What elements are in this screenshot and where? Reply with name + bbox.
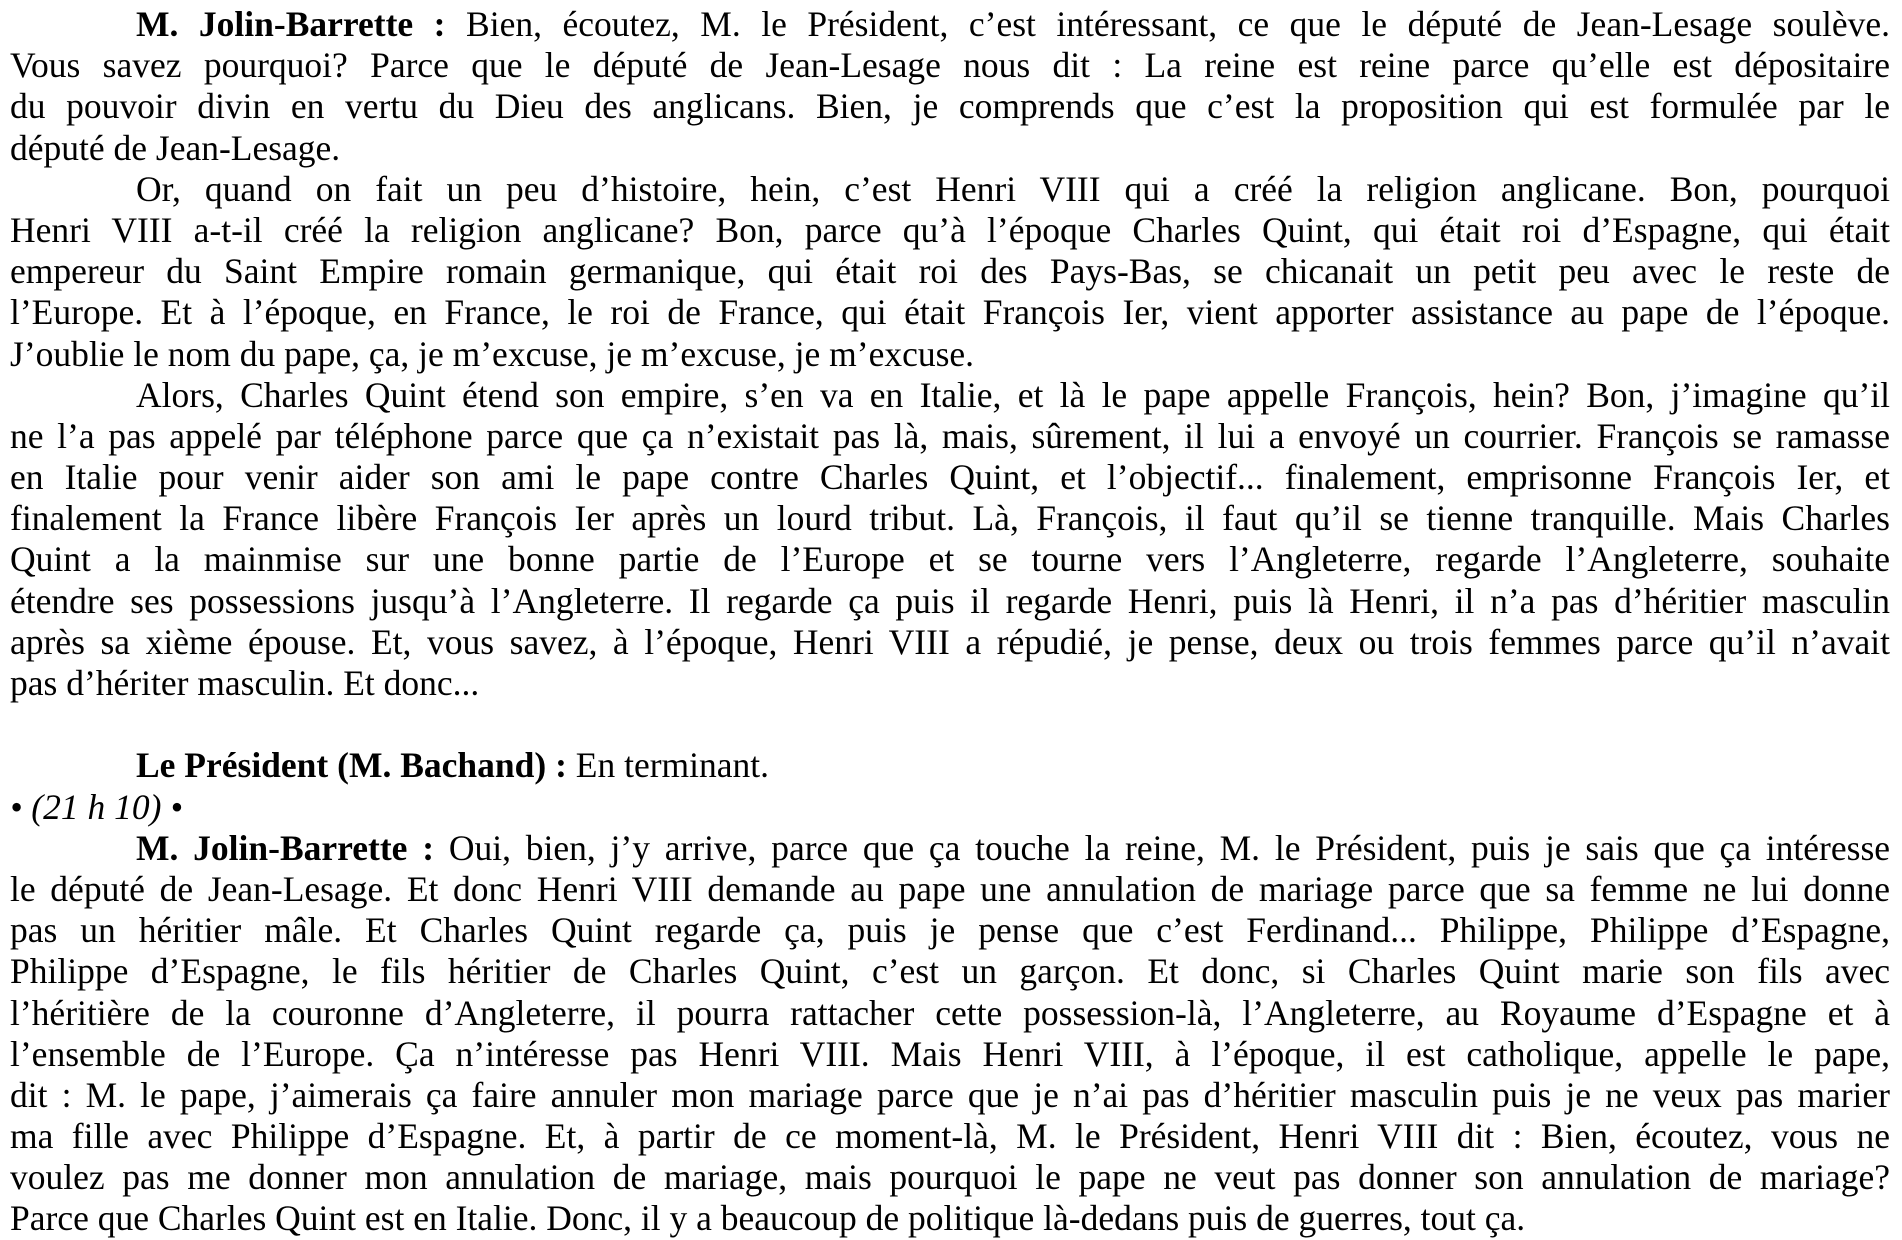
text-line: ne l’a pas appelé par téléphone parce que ça n’existait pas là, mais, sûrement, il lui a envoyé un courrier. François se ramasse [10, 415, 1890, 456]
text-line: J’oublie le nom du pape, ça, je m’excuse, je m’excuse, je m’excuse. [10, 333, 975, 374]
text-line: Henri VIII a-t-il créé la religion anglicane? Bon, parce qu’à l’époque Charles Quint, qui était roi d’Espagne, qui était [10, 209, 1890, 250]
text-line: Alors, Charles Quint étend son empire, s’en va en Italie, et là le pape appelle François, hein? Bon, j’imagine qu’il [136, 374, 1890, 415]
paragraph [10, 745, 1890, 786]
text-line: pas d’hériter masculin. Et donc... [10, 663, 480, 703]
text-line: empereur du Saint Empire romain germanique, qui était roi des Pays-Bas, se chicanait un petit peu avec le reste de [10, 251, 1890, 292]
text-line: étendre ses possessions jusqu’à l’Angleterre. Il regarde ça puis il regarde Henri, puis là Henri, il n’a pas d’héritier masculin [10, 580, 1890, 621]
text-line: pas un héritier mâle. Et Charles Quint regarde ça, puis je pense que c’est Ferdinand... Philippe, Philippe d’Espagne, [10, 910, 1890, 951]
text-line: M. Jolin-Barrette : Oui, bien, j’y arrive, parce que ça touche la reine, M. le Président, puis je sais que ça intéresse [136, 827, 1891, 868]
text-line: ma fille avec Philippe d’Espagne. Et, à partir de ce moment-là, M. le Président, Henri VIII dit : Bien, écoutez, vous ne [10, 1116, 1890, 1157]
speaker-name: Le Président (M. Bachand) : [136, 745, 567, 786]
text-line: finalement la France libère François Ier après un lourd tribut. Là, François, il faut qu’il se tienne tranquille. Mais Charles [10, 498, 1890, 539]
text-line: Parce que Charles Quint est en Italie. Donc, il y a beaucoup de politique là-dedans puis de guerres, tout ça. [10, 1198, 1526, 1239]
timestamp: • (21 h 10) • [10, 786, 183, 827]
blank-line [10, 704, 1890, 745]
paragraph [10, 169, 1890, 375]
text-line: Quint a la mainmise sur une bonne partie de l’Europe et se tourne vers l’Angleterre, regarde l’Angleterre, souhaite [10, 539, 1890, 580]
text-line: le député de Jean-Lesage. Et donc Henri VIII demande au pape une annulation de mariage parce que sa femme ne lui donne [10, 868, 1890, 909]
text-line: Or, quand on fait un peu d’histoire, hein, c’est Henri VIII qui a créé la religion anglicane. Bon, pourquoi [136, 168, 1890, 209]
text-line: voulez pas me donner mon annulation de mariage, mais pourquoi le pape ne veut pas donner son annulation de mariage? [10, 1157, 1890, 1198]
speaker-name: M. Jolin-Barrette : [136, 4, 446, 44]
text-line: l’héritière de la couronne d’Angleterre, il pourra rattacher cette possession-là, l’Angleterre, au Royaume d’Espagne et à [10, 992, 1890, 1033]
text-line: M. Jolin-Barrette : Bien, écoutez, M. le Président, c’est intéressant, ce que le député de Jean-Lesage soulève. [136, 4, 1891, 44]
text-line: Vous savez pourquoi? Parce que le député de Jean-Lesage nous dit : La reine est reine parce qu’elle est dépositaire [10, 45, 1890, 86]
text-line: l’ensemble de l’Europe. Ça n’intéresse pas Henri VIII. Mais Henri VIII, à l’époque, il est catholique, appelle le pape, [10, 1033, 1890, 1074]
transcript-document [10, 4, 1890, 1240]
text-line: après sa xième épouse. Et, vous savez, à l’époque, Henri VIII a répudié, je pense, deux ou trois femmes parce qu’il n’avait [10, 621, 1890, 662]
text-line: député de Jean-Lesage. [10, 127, 341, 168]
paragraph [10, 375, 1890, 705]
text-line: Philippe d’Espagne, le fils héritier de Charles Quint, c’est un garçon. Et donc, si Charles Quint marie son fils avec [10, 951, 1890, 992]
paragraph [10, 828, 1890, 1240]
text-line: Le Président (M. Bachand) : En terminant. [136, 745, 769, 786]
paragraph [10, 4, 1890, 169]
text-line: du pouvoir divin en vertu du Dieu des anglicans. Bien, je comprends que c’est la proposition qui est formulée par le [10, 86, 1890, 127]
text-line: dit : M. le pape, j’aimerais ça faire annuler mon mariage parce que je n’ai pas d’héritier masculin puis je ne veux pas marier [10, 1074, 1890, 1115]
text-line: en Italie pour venir aider son ami le pape contre Charles Quint, et l’objectif... finalement, emprisonne François Ier, et [10, 457, 1890, 498]
text-line: l’Europe. Et à l’époque, en France, le roi de France, qui était François Ier, vient apporter assistance au pape de l’époque. [10, 292, 1890, 333]
speaker-name: M. Jolin-Barrette : [136, 827, 435, 868]
